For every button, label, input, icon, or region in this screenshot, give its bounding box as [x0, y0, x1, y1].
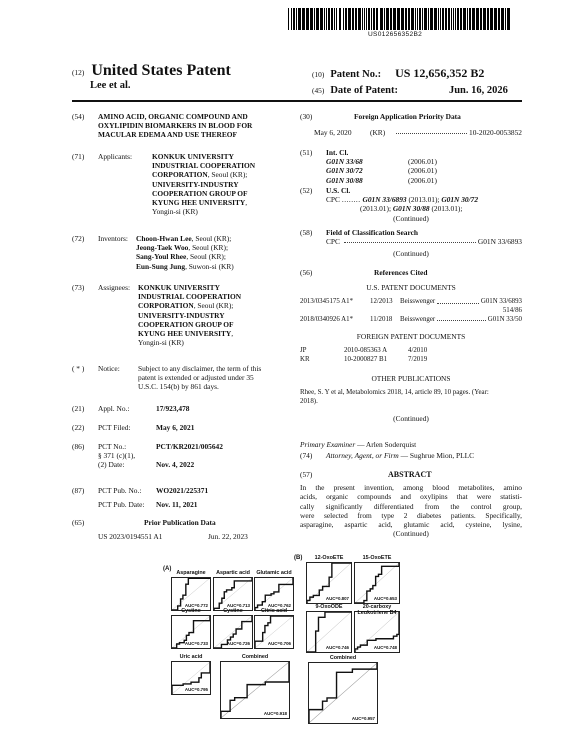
barcode-bar — [501, 8, 504, 30]
abstract-line: were selected from type 2 diabetes patients. Specifically, — [300, 510, 522, 520]
pct-no: PCT/KR2021/005642 — [156, 442, 223, 451]
applicant-line: CORPORATION, Seoul (KR); — [152, 170, 248, 180]
barcode-bar — [507, 8, 510, 30]
roc-plot — [306, 604, 352, 653]
pct-pub-no: WO2021/225371 — [156, 486, 209, 495]
pct-filed: May 6, 2021 — [156, 423, 195, 432]
prior-pub-number: US 2023/0194551 A1 — [98, 532, 163, 542]
barcode-bar — [366, 8, 367, 30]
abstract-text — [300, 483, 522, 529]
assignee-line: KYUNG HEE UNIVERSITY, — [138, 329, 234, 339]
notice-line: Subject to any disclaimer, the term of this — [138, 364, 262, 373]
barcode-bar — [434, 8, 437, 30]
int-cl-section: (51) Int. Cl. G01N 33/68 (2006.01) G01N 30/72 (2006.01) G01N 30/88 (2006.01) — [300, 148, 522, 185]
notice-line: U.S.C. 154(b) by 861 days. — [138, 382, 219, 392]
auc-label: AUC=0.746 — [325, 645, 349, 650]
barcode-bar — [291, 8, 292, 30]
invention-title: AMINO ACID, ORGANIC COMPOUND AND OXYLIPIDIN BIOMARKERS IN BLOOD FOR MACULAR EDEMA AND USE THEREOF — [98, 112, 253, 140]
roc-plot — [213, 570, 253, 611]
barcode-bar — [408, 8, 410, 30]
barcode-bar — [405, 8, 407, 30]
assignee-line: Yongin-si (KR) — [138, 338, 184, 348]
assignee-line: INDUSTRIAL COOPERATION — [138, 292, 242, 302]
barcode-bar — [358, 8, 361, 30]
date-label: Date of Patent: — [330, 85, 398, 96]
auc-label: AUC=0.795 — [184, 687, 208, 692]
barcode-bar — [386, 8, 389, 30]
applicant-line: KYUNG HEE UNIVERSITY, — [152, 198, 248, 208]
prior-pub-date: Jun. 22, 2023 — [208, 532, 248, 542]
barcode-bar — [448, 8, 450, 30]
barcode-bar — [480, 8, 482, 30]
abstract-line: acids, organic compounds and oxylipins that were statisti- — [300, 492, 522, 502]
barcode-bar — [498, 8, 500, 30]
roc-plot-title: Cystine — [181, 608, 201, 614]
patent-no-label: Patent No.: — [330, 69, 382, 80]
doc-title-block — [72, 62, 231, 80]
barcode-bar — [373, 8, 375, 30]
title-section: (54) AMINO ACID, ORGANIC COMPOUND AND OXYLIPIDIN BIOMARKERS IN BLOOD FOR MACULAR EDEMA AND USE THEREOF — [72, 112, 287, 140]
us-cl-section: (52) U.S. Cl. CPC ........ G01N 33/6893 (2013.01); G01N 30/72 (2013.01); G01N 30/88 (2013.01); (Continued) — [300, 186, 522, 223]
barcode-bar — [355, 8, 357, 30]
us-patent-list — [300, 298, 522, 324]
notice-section: ( * ) Notice: Subject to any disclaimer, the term of this patent is extended or adjusted under 35 U.S.C. 154(b) by 861 days. — [72, 364, 262, 392]
roc-plot-title: Cystine — [223, 608, 243, 614]
barcode-bar — [440, 8, 441, 30]
other-pub-line: 2018). — [300, 397, 318, 405]
barcode-bar — [469, 8, 471, 30]
roc-plot-title: 9-OxoODE — [315, 604, 343, 610]
country-code: (12) — [72, 68, 85, 77]
barcode-bar — [328, 8, 330, 30]
pct-pub-section: (87) PCT Pub. No.: WO2021/225371 PCT Pub. Date: Nov. 11, 2021 — [72, 486, 209, 510]
abstract-section: (57) ABSTRACT In the present invention, among blood metabolites, amino acids, organic compounds and oxylipins that were statisti- cally significantly differentiated from the control group, were selected from type 2 diabetes patients. Specifically, asparagine, aspartic acid, glutamic acid, cysteine, lysine, (Continued) — [300, 470, 522, 539]
roc-plot — [354, 604, 400, 653]
auc-label: AUC=0.706 — [267, 641, 291, 646]
barcode-bar — [296, 8, 297, 30]
barcode-bar — [442, 8, 444, 30]
barcode-bar — [397, 8, 400, 30]
barcode-bar — [302, 8, 305, 30]
barcode-bar — [314, 8, 315, 30]
barcode-bar — [411, 8, 414, 30]
barcode-bar — [401, 8, 404, 30]
barcode-bar — [472, 8, 475, 30]
auc-label: AUC=0.957 — [351, 716, 375, 721]
barcode-bar — [331, 8, 333, 30]
barcode-bar — [393, 8, 396, 30]
header-rule — [72, 100, 522, 102]
assignees-section: (73) Assignees: KONKUK UNIVERSITY INDUSTRIAL COOPERATION CORPORATION, Seoul (KR); UNIVERSITY-INDUSTRY COOPERATION GROUP OF KYUNG HEE UNIVERSITY, Yongin-si (KR) — [72, 283, 242, 348]
roc-plot-title: 15-OxoETE — [362, 555, 392, 561]
roc-plot — [354, 555, 400, 604]
applicant-line: Yongin-si (KR) — [152, 207, 198, 217]
auc-label: AUC=0.762 — [267, 603, 291, 608]
barcode-bar — [288, 8, 289, 30]
barcode-bar — [376, 8, 378, 30]
references-section: (56) References Cited U.S. PATENT DOCUMENTS 2013/0345175 A1* 12/2013 Beisswenger G01N 33/6893 514/86 2018/0340926 A1* 11/2018 Beisswenger G01N 33/50 FOREIGN PATENT DOCUMENTS JP 2010-085363 A 4/2010 KR 10-2000827 B1 7/2019 OTHER PUBLICATIONS Rhee, S. Y et al, Metabolomics 2018, 14, article 89, 10 pages. (Year: 2018). (Continued) — [300, 268, 522, 424]
inventor-line: Jeong-Taek Woo, Seoul (KR); — [136, 243, 228, 253]
us-patent-class: 514/86 — [502, 307, 522, 314]
roc-plot — [171, 608, 211, 649]
pub-number: US012656352B2 — [368, 31, 423, 38]
barcode-bar — [384, 8, 385, 30]
doc-title: United States Patent — [91, 62, 231, 79]
abstract-line: In the present invention, among blood metabolites, amino — [300, 483, 522, 493]
barcode-bar — [487, 8, 489, 30]
inventors-list — [136, 234, 234, 271]
barcode-bar — [352, 8, 354, 30]
int-cl-row: G01N 30/72 (2006.01) — [326, 166, 437, 176]
barcode-bar — [298, 8, 301, 30]
examiner-section: Primary Examiner — Arlen Soderquist (74) Attorney, Agent, or Firm — Sughrue Mion, PLLC — [300, 440, 475, 461]
roc-plot-title: Citric acid — [260, 608, 288, 614]
barcode-bar — [316, 8, 319, 30]
roc-curve — [221, 662, 289, 718]
foreign-patent-row: JP 2010-085363 A 4/2010 — [300, 347, 428, 355]
patent-no-code: (10) — [312, 70, 325, 79]
barcode-bar — [419, 8, 421, 30]
applicant-line: KONKUK UNIVERSITY — [152, 152, 234, 161]
int-cl-row: G01N 30/88 (2006.01) — [326, 175, 437, 185]
barcode-bar — [422, 8, 423, 30]
barcode-bar — [364, 8, 365, 30]
barcode-bar — [324, 8, 325, 30]
pct-371-date: Nov. 4, 2022 — [156, 460, 195, 470]
pct-no-section: (86) PCT No.: PCT/KR2021/005642 § 371 (c)(1), (2) Date: Nov. 4, 2022 — [72, 442, 223, 470]
prior-pub-section: (65) Prior Publication Data US 2023/0194551 A1 Jun. 22, 2023 — [72, 518, 248, 542]
abstract-line: asparagine, aspartic acid, glutamic acid, cysteine, lysine, — [300, 520, 522, 530]
us-cl-continued: (Continued) — [393, 213, 429, 223]
barcode-bar — [368, 8, 370, 30]
barcode-bar — [445, 8, 447, 30]
us-patent-row: 2018/0340926 A1* 11/2018 Beisswenger G01N 33/50 — [300, 315, 522, 323]
roc-plot-title: Combined — [329, 655, 357, 661]
appl-no-section: (21) Appl. No.: 17/923,478 — [72, 404, 190, 413]
roc-plot-title: Combined — [241, 654, 269, 660]
barcode-bar — [460, 8, 462, 30]
inventor-line: Choon-Hwan Lee, Seoul (KR); — [136, 234, 232, 243]
roc-plot — [171, 654, 211, 695]
barcode-bar — [483, 8, 486, 30]
barcode-bar — [339, 8, 341, 30]
prior-pub-heading: Prior Publication Data — [144, 518, 216, 527]
auc-label: AUC=0.918 — [263, 711, 287, 716]
barcode-bar — [457, 8, 459, 30]
pct-pub-date: Nov. 11, 2021 — [156, 500, 198, 510]
auc-label: AUC=0.653 — [373, 596, 397, 601]
barcode-bar — [390, 8, 392, 30]
roc-plot — [254, 570, 294, 611]
roc-plot-title: Aspartic acid — [216, 570, 250, 576]
roc-plot-title: Asparagine — [176, 570, 206, 576]
assignee-line: KONKUK UNIVERSITY — [138, 283, 220, 292]
barcode-bar — [430, 8, 433, 30]
inventors-section: (72) Inventors: Choon-Hwan Lee, Seoul (KR); Jeong-Taek Woo, Seoul (KR); Sang-Youl Rhee, Seoul (KR); Eun-Sung Jung, Suwon-si (KR) — [72, 234, 234, 271]
barcode-bar — [310, 8, 313, 30]
barcode-bar — [334, 8, 335, 30]
barcode-bar — [326, 8, 327, 30]
auc-label: AUC=0.748 — [373, 645, 397, 650]
date-block — [312, 80, 508, 98]
barcode-bar — [371, 8, 372, 30]
notice-line: patent is extended or adjusted under 35 — [138, 373, 254, 383]
barcode-bar — [343, 8, 344, 30]
barcode-bar — [467, 8, 468, 30]
barcode-bar — [320, 8, 323, 30]
patent-date: Jun. 16, 2026 — [448, 85, 508, 96]
assignee-line: CORPORATION, Seoul (KR); — [138, 301, 234, 311]
pct-filed-section: (22) PCT Filed: May 6, 2021 — [72, 423, 195, 432]
barcode-bar — [424, 8, 427, 30]
barcode-bar — [417, 8, 418, 30]
barcode-bar — [415, 8, 416, 30]
roc-plot — [308, 655, 378, 724]
auc-label: AUC=0.772 — [184, 603, 208, 608]
barcode-bar — [453, 8, 454, 30]
barcode-bar — [438, 8, 439, 30]
barcode-bar — [428, 8, 429, 30]
barcode-bar — [380, 8, 383, 30]
roc-plot-title: 20-carboxy Leukotriene B4 — [357, 604, 397, 616]
auc-label: AUC=0.726 — [226, 641, 250, 646]
barcode-bar — [336, 8, 337, 30]
auc-label: AUC=0.713 — [226, 603, 250, 608]
roc-plot — [306, 555, 352, 604]
assignees-list — [138, 283, 241, 347]
int-cl-list — [300, 157, 522, 185]
applicant-line: INDUSTRIAL COOPERATION — [152, 161, 256, 171]
barcode-bar — [451, 8, 452, 30]
inventor-line: Eun-Sung Jung, Suwon-si (KR) — [136, 261, 234, 271]
barcode-bar — [455, 8, 456, 30]
patent-no: US 12,656,352 B2 — [395, 66, 485, 80]
appl-no: 17/923,478 — [156, 404, 190, 413]
barcode-bar — [345, 8, 347, 30]
barcode-bar — [490, 8, 493, 30]
barcode-bar — [306, 8, 309, 30]
applicants-list — [152, 152, 255, 216]
other-pub-line: Rhee, S. Y et al, Metabolomics 2018, 14, article 89, 10 pages. (Year: — [300, 388, 489, 396]
applicants-section: (71) Applicants: KONKUK UNIVERSITY INDUSTRIAL COOPERATION CORPORATION, Seoul (KR); UNIVERSITY-INDUSTRY COOPERATION GROUP OF KYUNG HEE UNIVERSITY, Yongin-si (KR) — [72, 152, 256, 217]
us-patent-row: 2013/0345175 A1* 12/2013 Beisswenger G01N 33/6893 — [300, 298, 522, 306]
abstract-line: cally significantly differentiated from the control group, — [300, 501, 522, 511]
barcode-bar — [348, 8, 351, 30]
barcode-bar — [505, 8, 506, 30]
barcode-bar — [293, 8, 295, 30]
roc-plot — [254, 608, 294, 649]
reference-diagonal — [221, 662, 289, 718]
inventor-line: Sang-Youl Rhee, Seoul (KR); — [136, 252, 226, 262]
panel-a-label: (A) — [163, 566, 172, 572]
panel-b-label: (B) — [294, 555, 303, 561]
roc-plot-title: Glutamic acid — [256, 570, 292, 576]
foreign-patent-row: KR 10-2000827 B1 7/2019 — [300, 355, 428, 363]
date-code: (45) — [312, 86, 325, 95]
field-search-section: (58) Field of Classification Search CPC G01N 33/6893 (Continued) — [300, 228, 522, 259]
auc-label: AUC=0.807 — [325, 596, 349, 601]
assignee-line: UNIVERSITY-INDUSTRY — [138, 310, 225, 320]
barcode-bar — [362, 8, 363, 30]
roc-plot — [213, 608, 253, 649]
barcode-bar — [463, 8, 466, 30]
auc-label: AUC=0.733 — [184, 641, 208, 646]
roc-curve — [309, 663, 377, 723]
int-cl-row: G01N 33/68 (2006.01) — [326, 157, 437, 167]
assignee-line: COOPERATION GROUP OF — [138, 319, 234, 329]
roc-plot — [171, 570, 211, 611]
barcode — [288, 8, 510, 30]
roc-plot-title: Uric acid — [179, 654, 203, 660]
foreign-priority-section: (30) Foreign Application Priority Data May 6, 2020 (KR) 10-2020-0053852 — [300, 112, 522, 138]
priority-number: 10-2020-0053852 — [469, 128, 522, 138]
barcode-bar — [476, 8, 479, 30]
applicant-line: UNIVERSITY-INDUSTRY — [152, 179, 239, 189]
foreign-patent-list — [300, 347, 522, 364]
barcode-bar — [494, 8, 497, 30]
inventor-short: Lee et al. — [90, 80, 131, 91]
applicant-line: COOPERATION GROUP OF — [152, 188, 248, 198]
roc-plot-title: 12-OxoETE — [314, 555, 344, 561]
roc-plot — [220, 654, 290, 719]
